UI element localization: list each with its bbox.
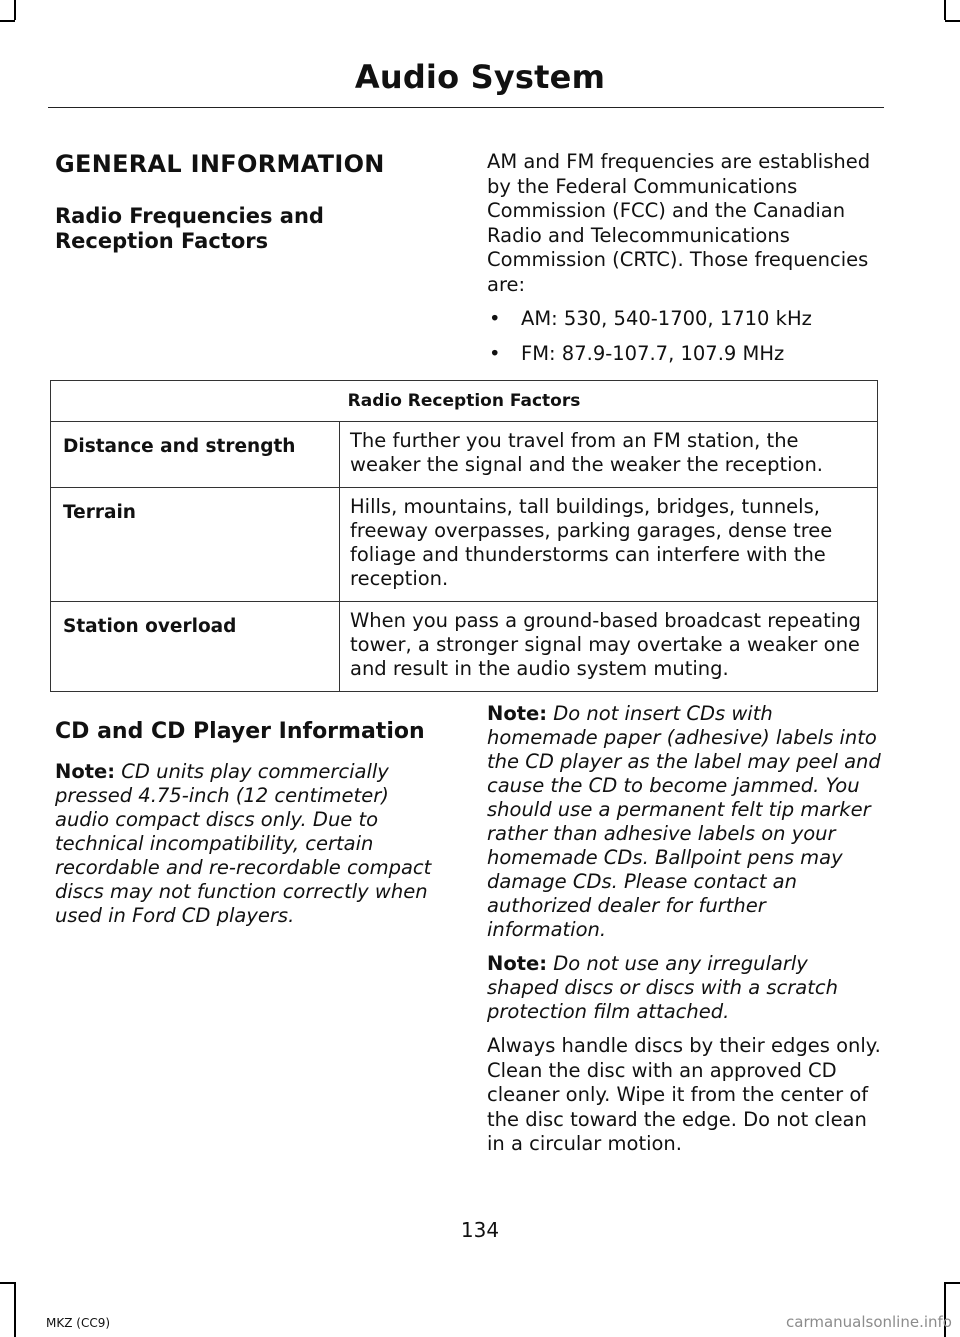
crop-mark-bottom-left-v (14, 1282, 16, 1337)
table-row-text: Hills, mountains, tall buildings, bridges, tunnels, freeway overpasses, parking garages, dense tree foliage and thunderstorms can interfere with the reception. (340, 488, 878, 602)
cd-note-1-text: CD units play commercially pressed 4.75-inch (12 centimeter) audio compact discs only. Due to technical incompatibility, certain recordable and re-recordable compact discs may not function correctly when used in Ford CD players. (55, 760, 432, 927)
note-label: Note: (487, 952, 548, 975)
crop-mark-top-right-v (944, 0, 946, 20)
subsection-title-line1: Radio Frequencies and (55, 204, 324, 228)
table-row (51, 488, 878, 602)
table-row-label: Terrain (51, 488, 340, 602)
general-info-heading-block (55, 150, 445, 254)
note-label: Note: (487, 702, 548, 725)
page-number: 134 (460, 1218, 500, 1242)
radio-reception-factors-table (50, 380, 878, 692)
subsection-title-line2: Reception Factors (55, 229, 269, 253)
cd-note-2 (487, 702, 882, 942)
table-row (51, 422, 878, 488)
table-row-label: Station overload (51, 602, 340, 692)
frequency-item-fm: • FM: 87.9-107.7, 107.9 MHz (487, 342, 882, 367)
crop-mark-top-left-v (14, 0, 16, 20)
header-divider (48, 107, 884, 108)
cd-handling-text: Always handle discs by their edges only. Clean the disc with an approved CD cleaner only. Wipe it from the center of the disc toward the edge. Do not clean in a circular motion. (487, 1034, 881, 1155)
note-label: Note: (55, 760, 116, 783)
cd-note-3 (487, 952, 882, 1024)
table-row (51, 602, 878, 692)
cd-info-left-block (55, 719, 447, 928)
page-header-title: Audio System (354, 58, 606, 96)
cd-note-1 (55, 760, 447, 928)
frequency-item-am: • AM: 530, 540-1700, 1710 kHz (487, 307, 882, 332)
cd-info-right-block (487, 702, 882, 1157)
table-title: Radio Reception Factors (51, 381, 878, 422)
table-header-row (51, 381, 878, 422)
subsection-title (55, 204, 445, 254)
section-title: GENERAL INFORMATION (55, 150, 385, 178)
model-code: MKZ (CC9) (46, 1316, 111, 1330)
cd-note-2-text: Do not insert CDs with homemade paper (adhesive) labels into the CD player as the label may peel and cause the CD to become jammed. You should use a permanent felt tip marker rather than adhesive labels on your homemade CDs. Ballpoint pens may damage CDs. Please contact an authorized dealer for further information. (487, 702, 881, 941)
table-row-text: The further you travel from an FM station, the weaker the signal and the weaker the reception. (340, 422, 878, 488)
table-row-label: Distance and strength (51, 422, 340, 488)
frequencies-block (487, 150, 882, 366)
crop-mark-top-left-h (0, 20, 15, 22)
cd-section-title: CD and CD Player Information (55, 719, 425, 744)
watermark: carmanualsonline.info (786, 1313, 952, 1331)
crop-mark-bottom-left-h (0, 1282, 15, 1284)
table-row-text: When you pass a ground-based broadcast repeating tower, a stronger signal may overtake a weaker one and result in the audio system muting. (340, 602, 878, 692)
frequencies-intro: AM and FM frequencies are established by the Federal Communications Commission (FCC) and the Canadian Radio and Telecommunications Commission (CRTC). Those frequencies are: (487, 150, 871, 296)
crop-mark-top-right-h (945, 20, 960, 22)
cd-note-3-text: Do not use any irregularly shaped discs or discs with a scratch protection film attached. (487, 952, 838, 1023)
crop-mark-bottom-right-h (945, 1282, 960, 1284)
frequency-list (487, 307, 882, 366)
